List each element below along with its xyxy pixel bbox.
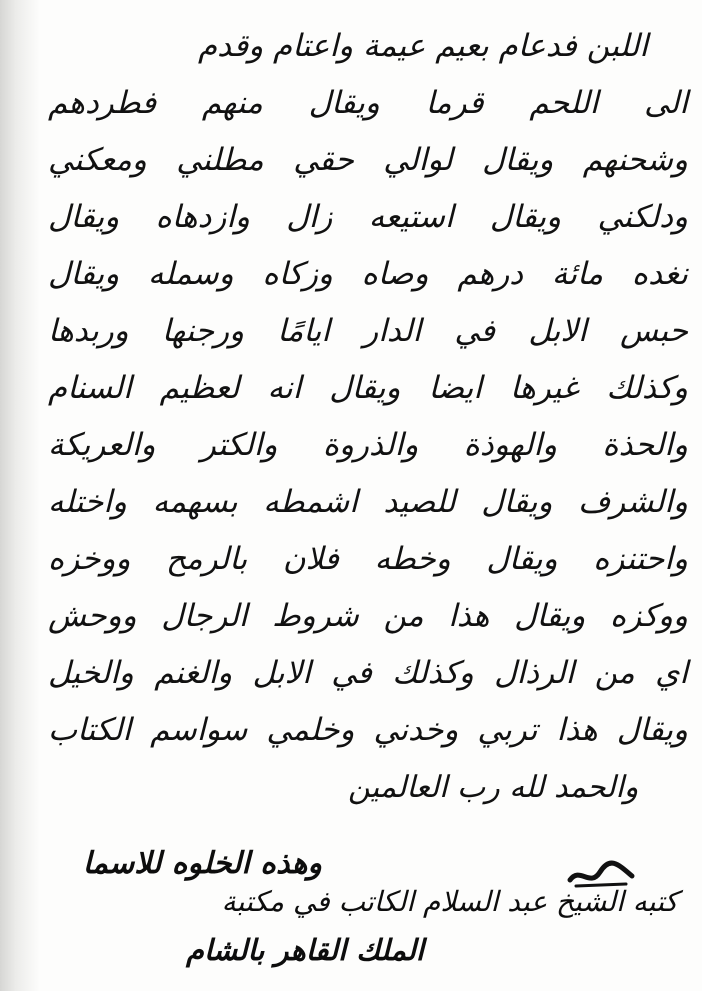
manuscript-body xyxy=(48,18,688,816)
manuscript-line-final: والحمد لله رب العالمين xyxy=(348,770,639,805)
manuscript-line: الى اللحم قرما ويقال منهم فطردهم xyxy=(48,85,688,121)
manuscript-line: والحذة والهوذة والذروة والكتر والعريكة xyxy=(48,427,688,463)
page-edge-shadow xyxy=(0,0,40,991)
colophon-line: كتبه الشيخ عبد السلام الكاتب في مكتبة xyxy=(221,885,678,918)
manuscript-line: اي من الرذال وكذلك في الابل والغنم والخيل xyxy=(48,655,688,691)
manuscript-line: وشحنهم ويقال لوالي حقي مطلني ومعكني xyxy=(48,142,688,178)
manuscript-line: ويقال هذا تربي وخدني وخلمي سواسم الكتاب xyxy=(48,712,688,748)
manuscript-line: اللبن فدعام بعيم عيمة واعتام وقدم xyxy=(197,28,648,64)
colophon-line: الملك القاهر بالشام xyxy=(186,933,424,967)
manuscript-line: ووكزه ويقال هذا من شروط الرجال ووحش xyxy=(48,598,688,634)
manuscript-line: ودلكني ويقال استيعه زال وازدهاه ويقال xyxy=(48,199,688,235)
manuscript-line: نغده مائة درهم وصاه وزكاه وسمله ويقال xyxy=(48,256,688,292)
manuscript-line: وكذلك غيرها ايضا ويقال انه لعظيم السنام xyxy=(48,370,688,406)
manuscript-line: حبس الابل في الدار ايامًا ورجنها وربدها xyxy=(48,313,688,349)
manuscript-line: واحتنزه ويقال وخطه فلان بالرمح ووخزه xyxy=(48,541,688,577)
closing-heading: وهذه الخلوه للاسما xyxy=(82,846,322,881)
manuscript-line: والشرف ويقال للصيد اشمطه بسهمه واختله xyxy=(48,484,688,520)
